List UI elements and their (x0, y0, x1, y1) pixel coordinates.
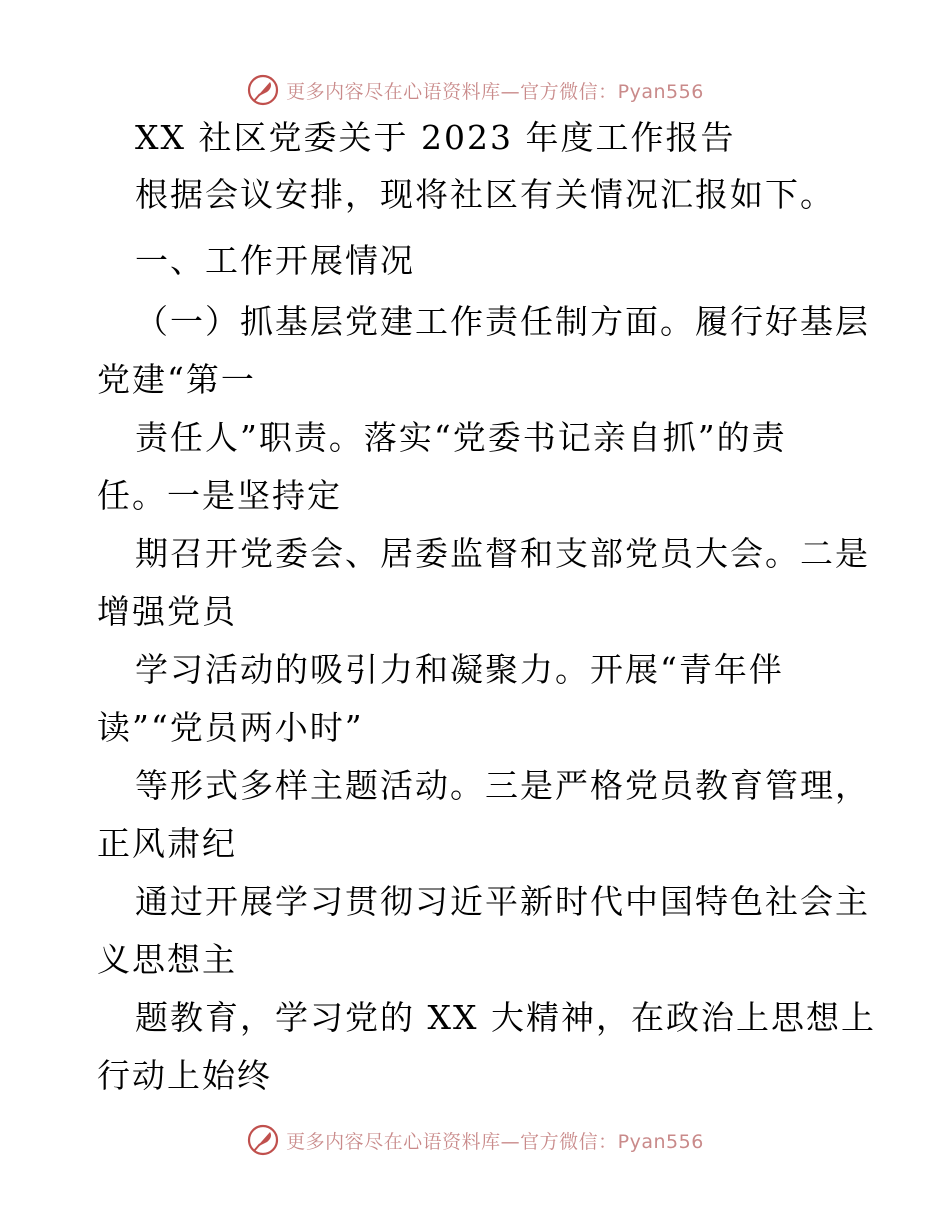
paragraph-line: 正风肃纪 (97, 824, 237, 863)
paragraph-line: 行动上始终 (97, 1056, 272, 1095)
paragraph-line: 通过开展学习贯彻习近平新时代中国特色社会主 (135, 882, 870, 921)
paragraph-line: 任。一是坚持定 (97, 476, 342, 515)
footer-watermark (0, 1120, 950, 1160)
paragraph-line: 读”“党员两小时” (97, 708, 364, 747)
paragraph-line: 责任人”职责。落实“党委书记亲自抓”的责 (135, 418, 787, 457)
paragraph-line: 党建“第一 (97, 360, 256, 399)
document-title: XX 社区党委关于 2023 年度工作报告 (135, 118, 736, 157)
header-watermark (0, 70, 950, 110)
paragraph-line: 题教育，学习党的 XX 大精神，在政治上思想上 (135, 998, 876, 1037)
paragraph-line: 义思想主 (97, 940, 237, 979)
paragraph-line: 增强党员 (97, 592, 237, 631)
paragraph-line: 期召开党委会、居委监督和支部党员大会。二是 (135, 534, 870, 573)
paragraph-line: 根据会议安排，现将社区有关情况汇报如下。 (135, 175, 835, 214)
paragraph-line: （一）抓基层党建工作责任制方面。履行好基层 (135, 302, 870, 341)
paragraph-line: 学习活动的吸引力和凝聚力。开展“青年伴 (135, 650, 784, 689)
section-heading: 一、工作开展情况 (135, 241, 415, 280)
paragraph-line: 等形式多样主题活动。三是严格党员教育管理， (135, 766, 870, 805)
feather-quill-icon (246, 73, 280, 107)
feather-quill-icon (246, 1123, 280, 1157)
watermark-text: 更多内容尽在心语资料库—官方微信：Pyan556 (286, 80, 704, 103)
watermark-text: 更多内容尽在心语资料库—官方微信：Pyan556 (286, 1130, 704, 1153)
